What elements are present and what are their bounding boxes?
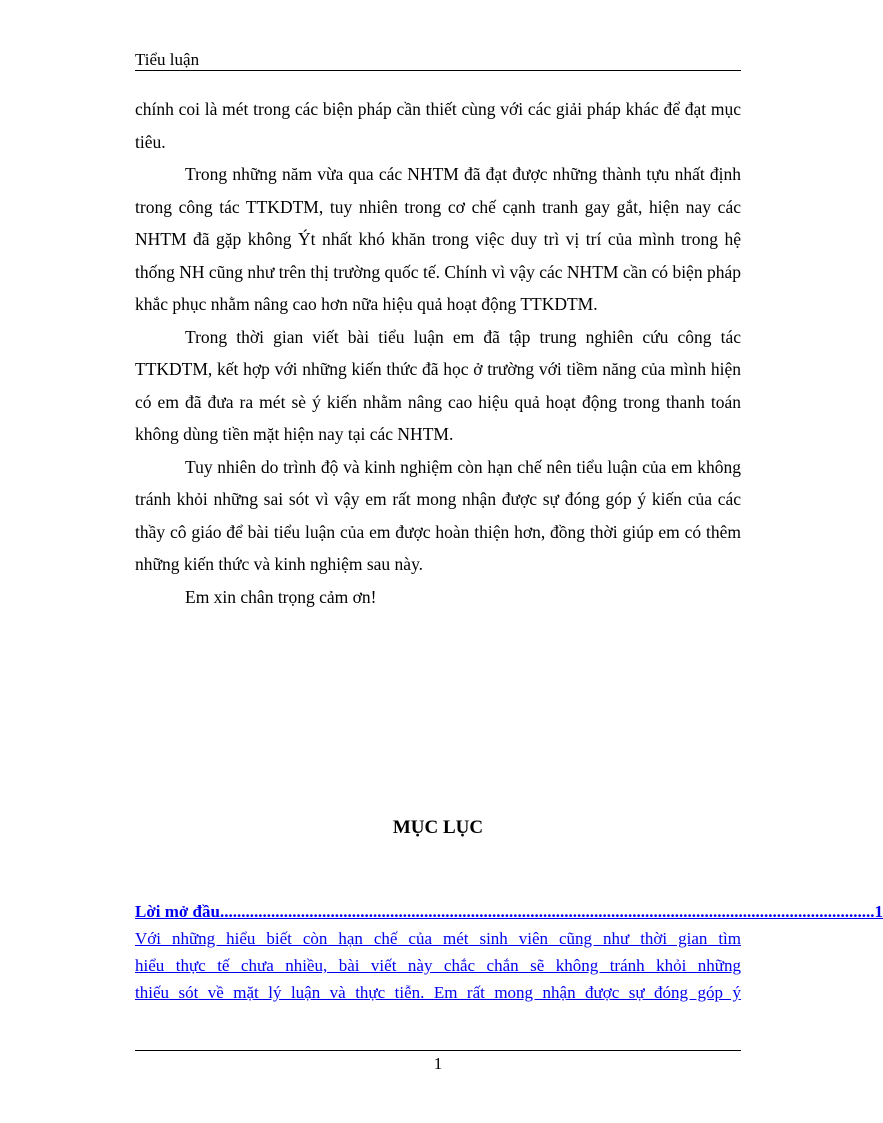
- paragraph: chính coi là mét trong các biện pháp cần thiết cùng với các giải pháp khác để đạt mục tiêu.: [135, 99, 741, 152]
- table-of-contents: [135, 898, 883, 1006]
- toc-link-line[interactable]: hiểu thực tế chưa nhiều, bài viết này chắc chắn sẽ không tránh khỏi những: [135, 956, 741, 975]
- toc-link-line[interactable]: Với những hiểu biết còn hạn chế của mét sinh viên cũng như thời gian tìm: [135, 929, 741, 948]
- paragraph: Trong những năm vừa qua các NHTM đã đạt được những thành tựu nhất định trong công tác TTKDTM, tuy nhiên trong cơ chế cạnh tranh gay gắt, hiện nay các NHTM đã gặp không Ýt nhất khó khăn trong việc duy trì vị trí của mình trong hệ thống NH cũng như trên thị trường quốc tế. Chính vì vậy các NHTM cần có biện pháp khắc phục nhằm nâng cao hơn nữa hiệu quả hoạt động TTKDTM.: [135, 164, 741, 314]
- toc-entry-leader-dots: ..........................................................................................................................................................: [219, 902, 875, 921]
- toc-entry-label[interactable]: Lời mở đầu: [135, 902, 220, 921]
- body-text: [135, 93, 741, 613]
- paragraph: Trong thời gian viết bài tiểu luận em đã tập trung nghiên cứu công tác TTKDTM, kết hợp với những kiến thức đã học ở trường với tiềm năng của mình hiện có em đã đưa ra mét sè ý kiến nhằm nâng cao hiệu quả hoạt động trong thanh toán không dùng tiền mặt hiện nay tại các NHTM.: [135, 326, 741, 444]
- toc-link-line[interactable]: thiếu sót về mặt lý luận và thực tiễn. Em rất mong nhận được sự đóng góp ý: [135, 983, 741, 1002]
- toc-link-text[interactable]: [135, 925, 741, 1006]
- footer-rule: [135, 1050, 741, 1051]
- paragraph: Em xin chân trọng cảm ơn!: [185, 586, 377, 607]
- header-title: Tiểu luận: [135, 50, 200, 69]
- page-number: 1: [433, 1054, 443, 1073]
- paragraph: Tuy nhiên do trình độ và kinh nghiệm còn hạn chế nên tiểu luận của em không tránh khỏi những sai sót vì vậy em rất mong nhận được sự đóng góp ý kiến của các thầy cô giáo để bài tiểu luận của em được hoàn thiện hơn, đồng thời giúp em có thêm những kiến thức và kinh nghiệm sau này.: [135, 456, 741, 574]
- toc-entry-page[interactable]: 1: [874, 902, 883, 921]
- toc-heading: MỤC LỤC: [392, 817, 484, 838]
- page-header: [135, 48, 741, 71]
- toc-entry-introduction[interactable]: [135, 898, 883, 925]
